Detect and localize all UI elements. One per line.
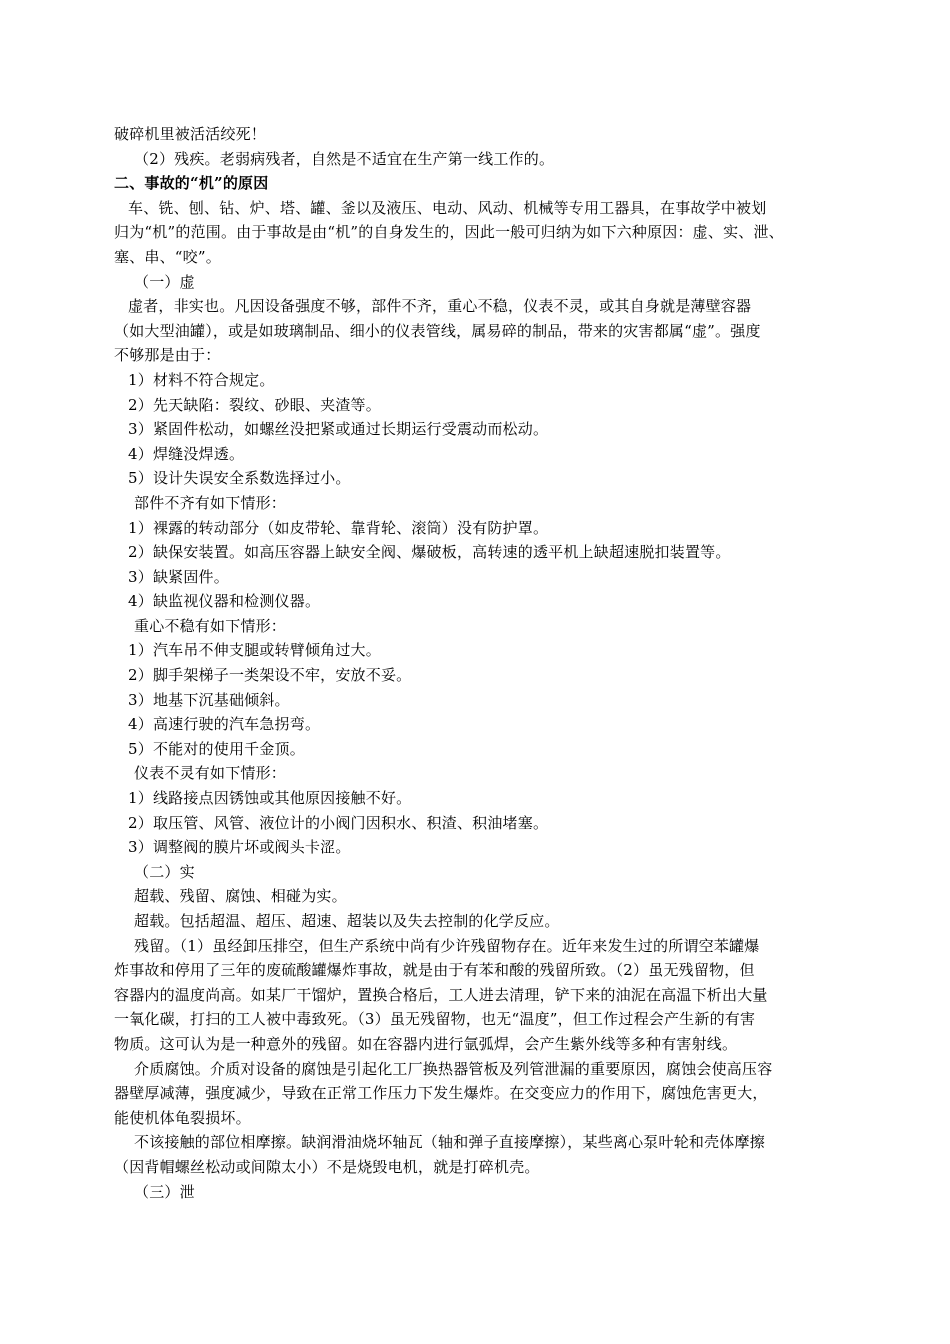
text-line: 物质。这可认为是一种意外的残留。如在容器内进行氩弧焊，会产生紫外线等多种有害射线。 (114, 1034, 738, 1053)
text-line: 超载、残留、腐蚀、相碰为实。 (134, 887, 347, 906)
list-item: 3）缺紧固件。 (128, 567, 229, 586)
list-item: 3）调整阀的膜片坏或阀头卡涩。 (128, 838, 351, 857)
text-line: 炸事故和停用了三年的废硫酸罐爆炸事故，就是由于有苯和酸的残留所致。（2）虽无残留物，但 (114, 961, 755, 980)
list-item: 3）地基下沉基础倾斜。 (128, 690, 290, 709)
text-line: 容器内的温度尚高。如某厂干馏炉，置换合格后，工人进去清理，铲下来的油泥在高温下析出大量 (114, 985, 768, 1004)
text-line: 归为“机”的范围。由于事故是由“机”的自身发生的，因此一般可归纳为如下六种原因：虚、实、泄、 (114, 223, 784, 242)
text-line: （因背帽螺丝松动或间隙太小）不是烧毁电机，就是打碎机壳。 (114, 1157, 540, 1176)
text-line: 仪表不灵有如下情形： (134, 764, 287, 783)
list-item: 2）先天缺陷：裂纹、砂眼、夹渣等。 (128, 395, 381, 414)
list-item: 1）材料不符合规定。 (128, 370, 275, 389)
subsection-heading: （三）泄 (134, 1182, 195, 1201)
text-line: 介质腐蚀。介质对设备的腐蚀是引起化工厂换热器管板及列管泄漏的重要原因，腐蚀会使高压容 (134, 1059, 773, 1078)
list-item: 5）不能对的使用千金顶。 (128, 739, 305, 758)
list-item: 1）裸露的转动部分（如皮带轮、靠背轮、滚筒）没有防护罩。 (128, 518, 549, 537)
text-line: 不够那是由于： (114, 346, 221, 365)
list-item: 3）紧固件松动，如螺丝没把紧或通过长期运行受震动而松动。 (128, 420, 549, 439)
text-line: 能使机体龟裂损坏。 (114, 1108, 251, 1127)
list-item: 2）脚手架梯子一类架设不牢，安放不妥。 (128, 666, 412, 685)
list-item: 5）设计失误安全系数选择过小。 (128, 469, 351, 488)
text-line: 一氧化碳，打扫的工人被中毒致死。（3）虽无残留物，也无“温度”，但工作过程会产生新的有害 (114, 1010, 756, 1029)
section-heading: 二、事故的“机”的原因 (114, 174, 269, 193)
text-line: 重心不稳有如下情形： (134, 616, 287, 635)
text-line: 车、铣、刨、钻、炉、塔、罐、釜以及液压、电动、风动、机械等专用工器具，在事故学中被划 (128, 198, 767, 217)
text-line: 超载。包括超温、超压、超速、超装以及失去控制的化学反应。 (134, 912, 560, 930)
list-item: 2）缺保安装置。如高压容器上缺安全阀、爆破板，高转速的透平机上缺超速脱扣装置等。 (128, 543, 731, 562)
list-item: 4）焊缝没焊透。 (128, 444, 245, 463)
text-line: 部件不齐有如下情形： (134, 493, 287, 512)
list-item: 1）线路接点因锈蚀或其他原因接触不好。 (128, 789, 412, 808)
text-line: 不该接触的部位相摩擦。缺润滑油烧坏轴瓦（轴和弹子直接摩擦），某些离心泵叶轮和壳体摩擦 (134, 1133, 765, 1152)
text-line: （2）残疾。老弱病残者，自然是不适宜在生产第一线工作的。 (134, 149, 555, 168)
document-body (114, 122, 836, 1204)
list-item: 2）取压管、风管、液位计的小阀门因积水、积渣、积油堵塞。 (128, 813, 549, 832)
text-line: 器壁厚减薄，强度减少，导致在正常工作压力下发生爆炸。在交变应力的作用下，腐蚀危害更大， (114, 1084, 768, 1103)
text-line: （如大型油罐），或是如玻璃制品、细小的仪表管线，属易碎的制品，带来的灾害都属“虚”。强度 (114, 321, 761, 340)
text-line: 虚者，非实也。凡因设备强度不够，部件不齐，重心不稳，仪表不灵，或其自身就是薄壁容器 (128, 297, 752, 316)
list-item: 4）高速行驶的汽车急拐弯。 (128, 715, 321, 734)
subsection-heading: （二）实 (134, 862, 195, 881)
text-line: 残留。（1）虽经卸压排空，但生产系统中尚有少许残留物存在。近年来发生过的所谓空苯罐爆 (134, 936, 760, 955)
list-item: 4）缺监视仪器和检测仪器。 (128, 592, 321, 611)
list-item: 1）汽车吊不伸支腿或转臂倾角过大。 (128, 641, 381, 660)
subsection-heading: （一）虚 (134, 272, 195, 291)
text-line: 破碎机里被活活绞死！ (114, 125, 267, 143)
text-line: 塞、串、“咬”。 (114, 247, 221, 266)
